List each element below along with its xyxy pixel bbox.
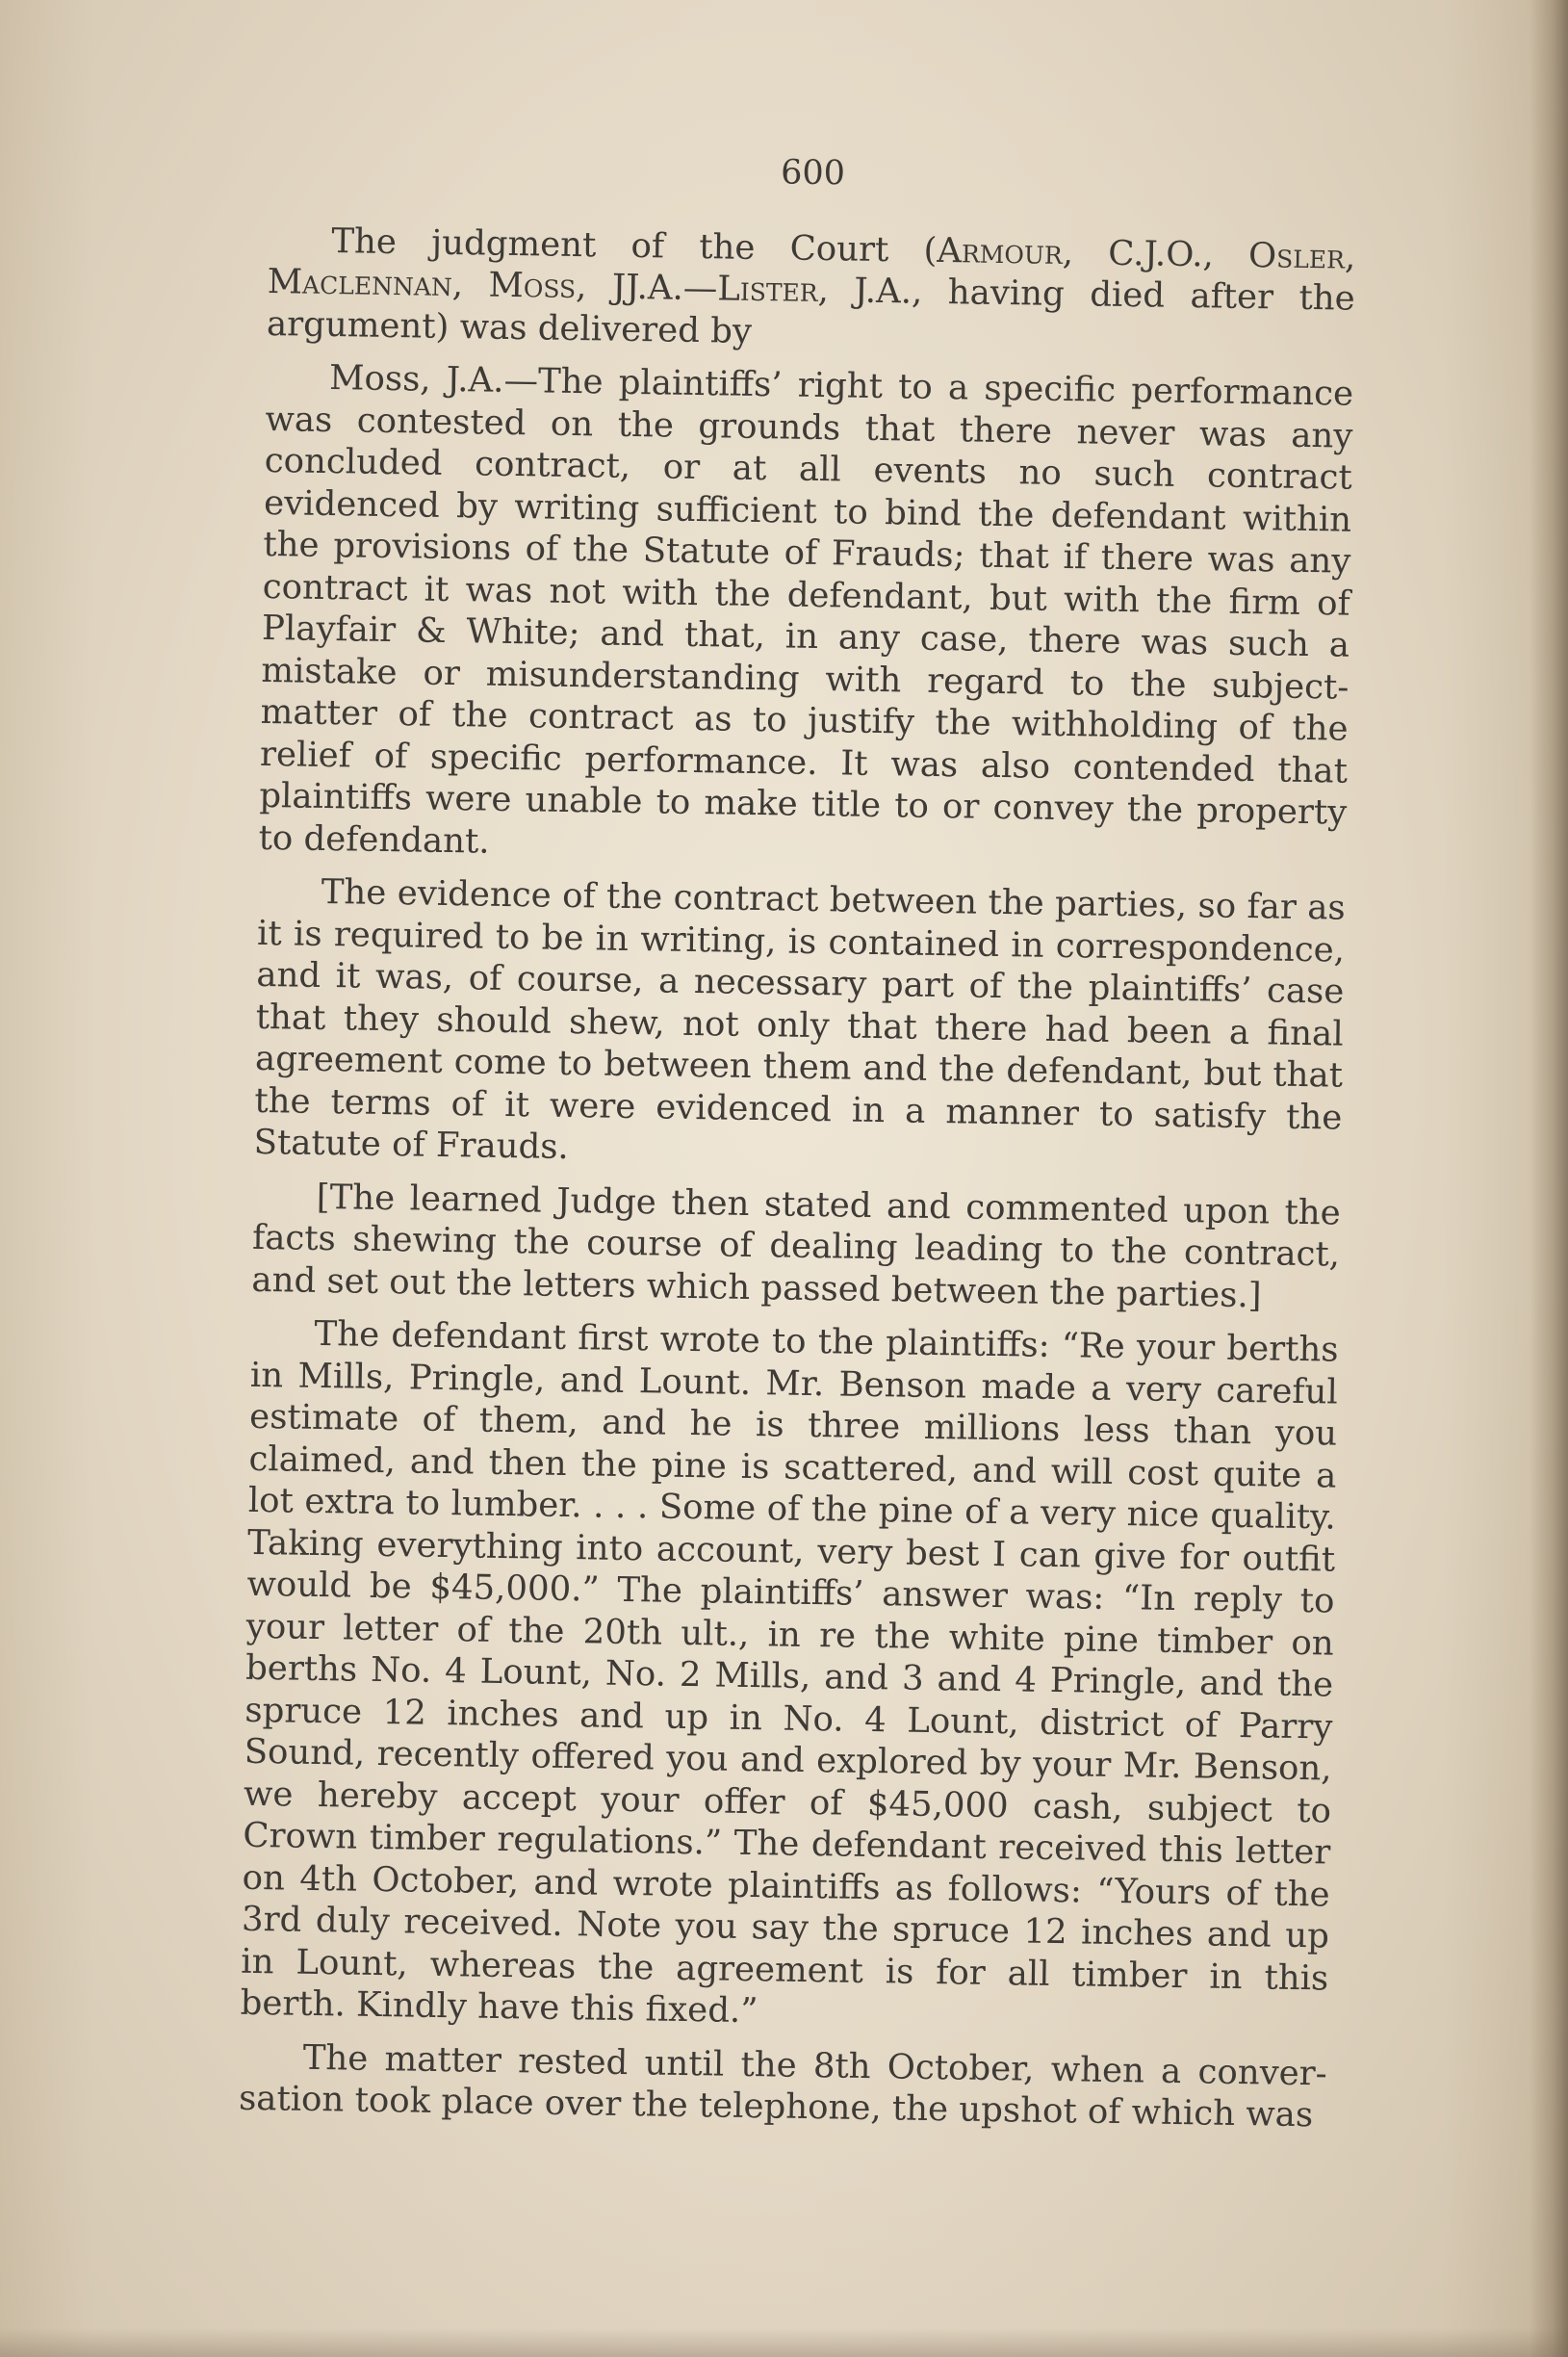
separator: , — [451, 265, 489, 305]
intro-text-start: The judgment of the Court ( — [331, 220, 938, 271]
title-jja: , JJ.A.— — [575, 267, 718, 309]
title-cjo: , C.J.O., — [1062, 232, 1249, 275]
page-number: 600 — [780, 153, 846, 194]
separator: , — [1344, 237, 1356, 277]
judge-armour: Armour — [937, 230, 1064, 272]
judge-lister: Lister — [717, 269, 818, 310]
paragraph-editorial-note: [The learned Judge then stated and commented upon the facts shewing the course of dealing leading to the contract, and set out the letters which passed between the parties.] — [251, 1177, 1342, 1315]
intro-text-end: , J.A., having died after the argument) was delivered by — [266, 270, 1355, 351]
judgment-intro-paragraph — [267, 219, 1356, 361]
paragraph-evidence: The evidence of the contract between the parties, so far as it is required to be in writing, is contained in correspondence, and it was, of course, a necessary part of the plaintiffs’ case that they should shew, not only that there had been a final agreement come to between them and the defendant, but that the terms of it were evidenced in a manner to satisfy the Statute of Frauds. — [253, 871, 1347, 1168]
paragraph-telephone: The matter rested until the 8th October, when a conversation took place over the telephone, the upshot of which was — [238, 2037, 1327, 2136]
judge-moss: Moss — [488, 265, 577, 307]
judge-osler: Osler — [1247, 235, 1346, 277]
body-text — [239, 144, 1357, 2148]
paragraph-letters: The defendant first wrote to the plaintiffs: “Re your berths in Mills, Pringle, and Lount. Mr. Benson made a very careful estimate of them, and he is three millions less than you claimed, and then the pine is scattered, and will cost quite a lot extra to lumber. . . . Some of the pine of a very nice quality. Taking everything into account, very best I can give for outfit would be $45,000.” The plaintiffs’ answer was: “In reply to your letter of the 20th ult., in re the white pine timber on berths No. 4 Lount, No. 2 Mills, and 3 and 4 Pringle, and the spruce 12 inches and up in No. 4 Lount, district of Parry Sound, recently offered you and explored by your Mr. Benson, we hereby accept your offer of $45,000 cash, subject to Crown timber regulations.” The defendant received this letter on 4th October, and wrote plaintiffs as follows: “Yours of the 3rd duly received. Note you say the spruce 12 inches and up in Lount, whereas the agreement is for all timber in this berth. Kindly have this fixed.” — [240, 1313, 1339, 2032]
page-edge-shadow — [1529, 0, 1568, 2357]
paragraph-moss-opinion: Moss, J.A.—The plaintiffs’ right to a specific performance was contested on the grounds that there never was any concluded contract, or at all events no such contract evidenced by writing sufficient to bind the defendant within the provisions of the Statute of Frauds; that if there was any contract it was not with the defendant, but with the firm of Playfair & White; and that, in any case, there was such a mistake or misunderstanding with regard to the subject-matter of the contract as to justify the withholding of the relief of specific performance. It was also contended that plaintiffs were unable to make title to or convey the property to defendant. — [258, 358, 1354, 862]
judge-maclennan: Maclennan — [267, 261, 453, 304]
page-bottom-shadow — [0, 2328, 1568, 2357]
